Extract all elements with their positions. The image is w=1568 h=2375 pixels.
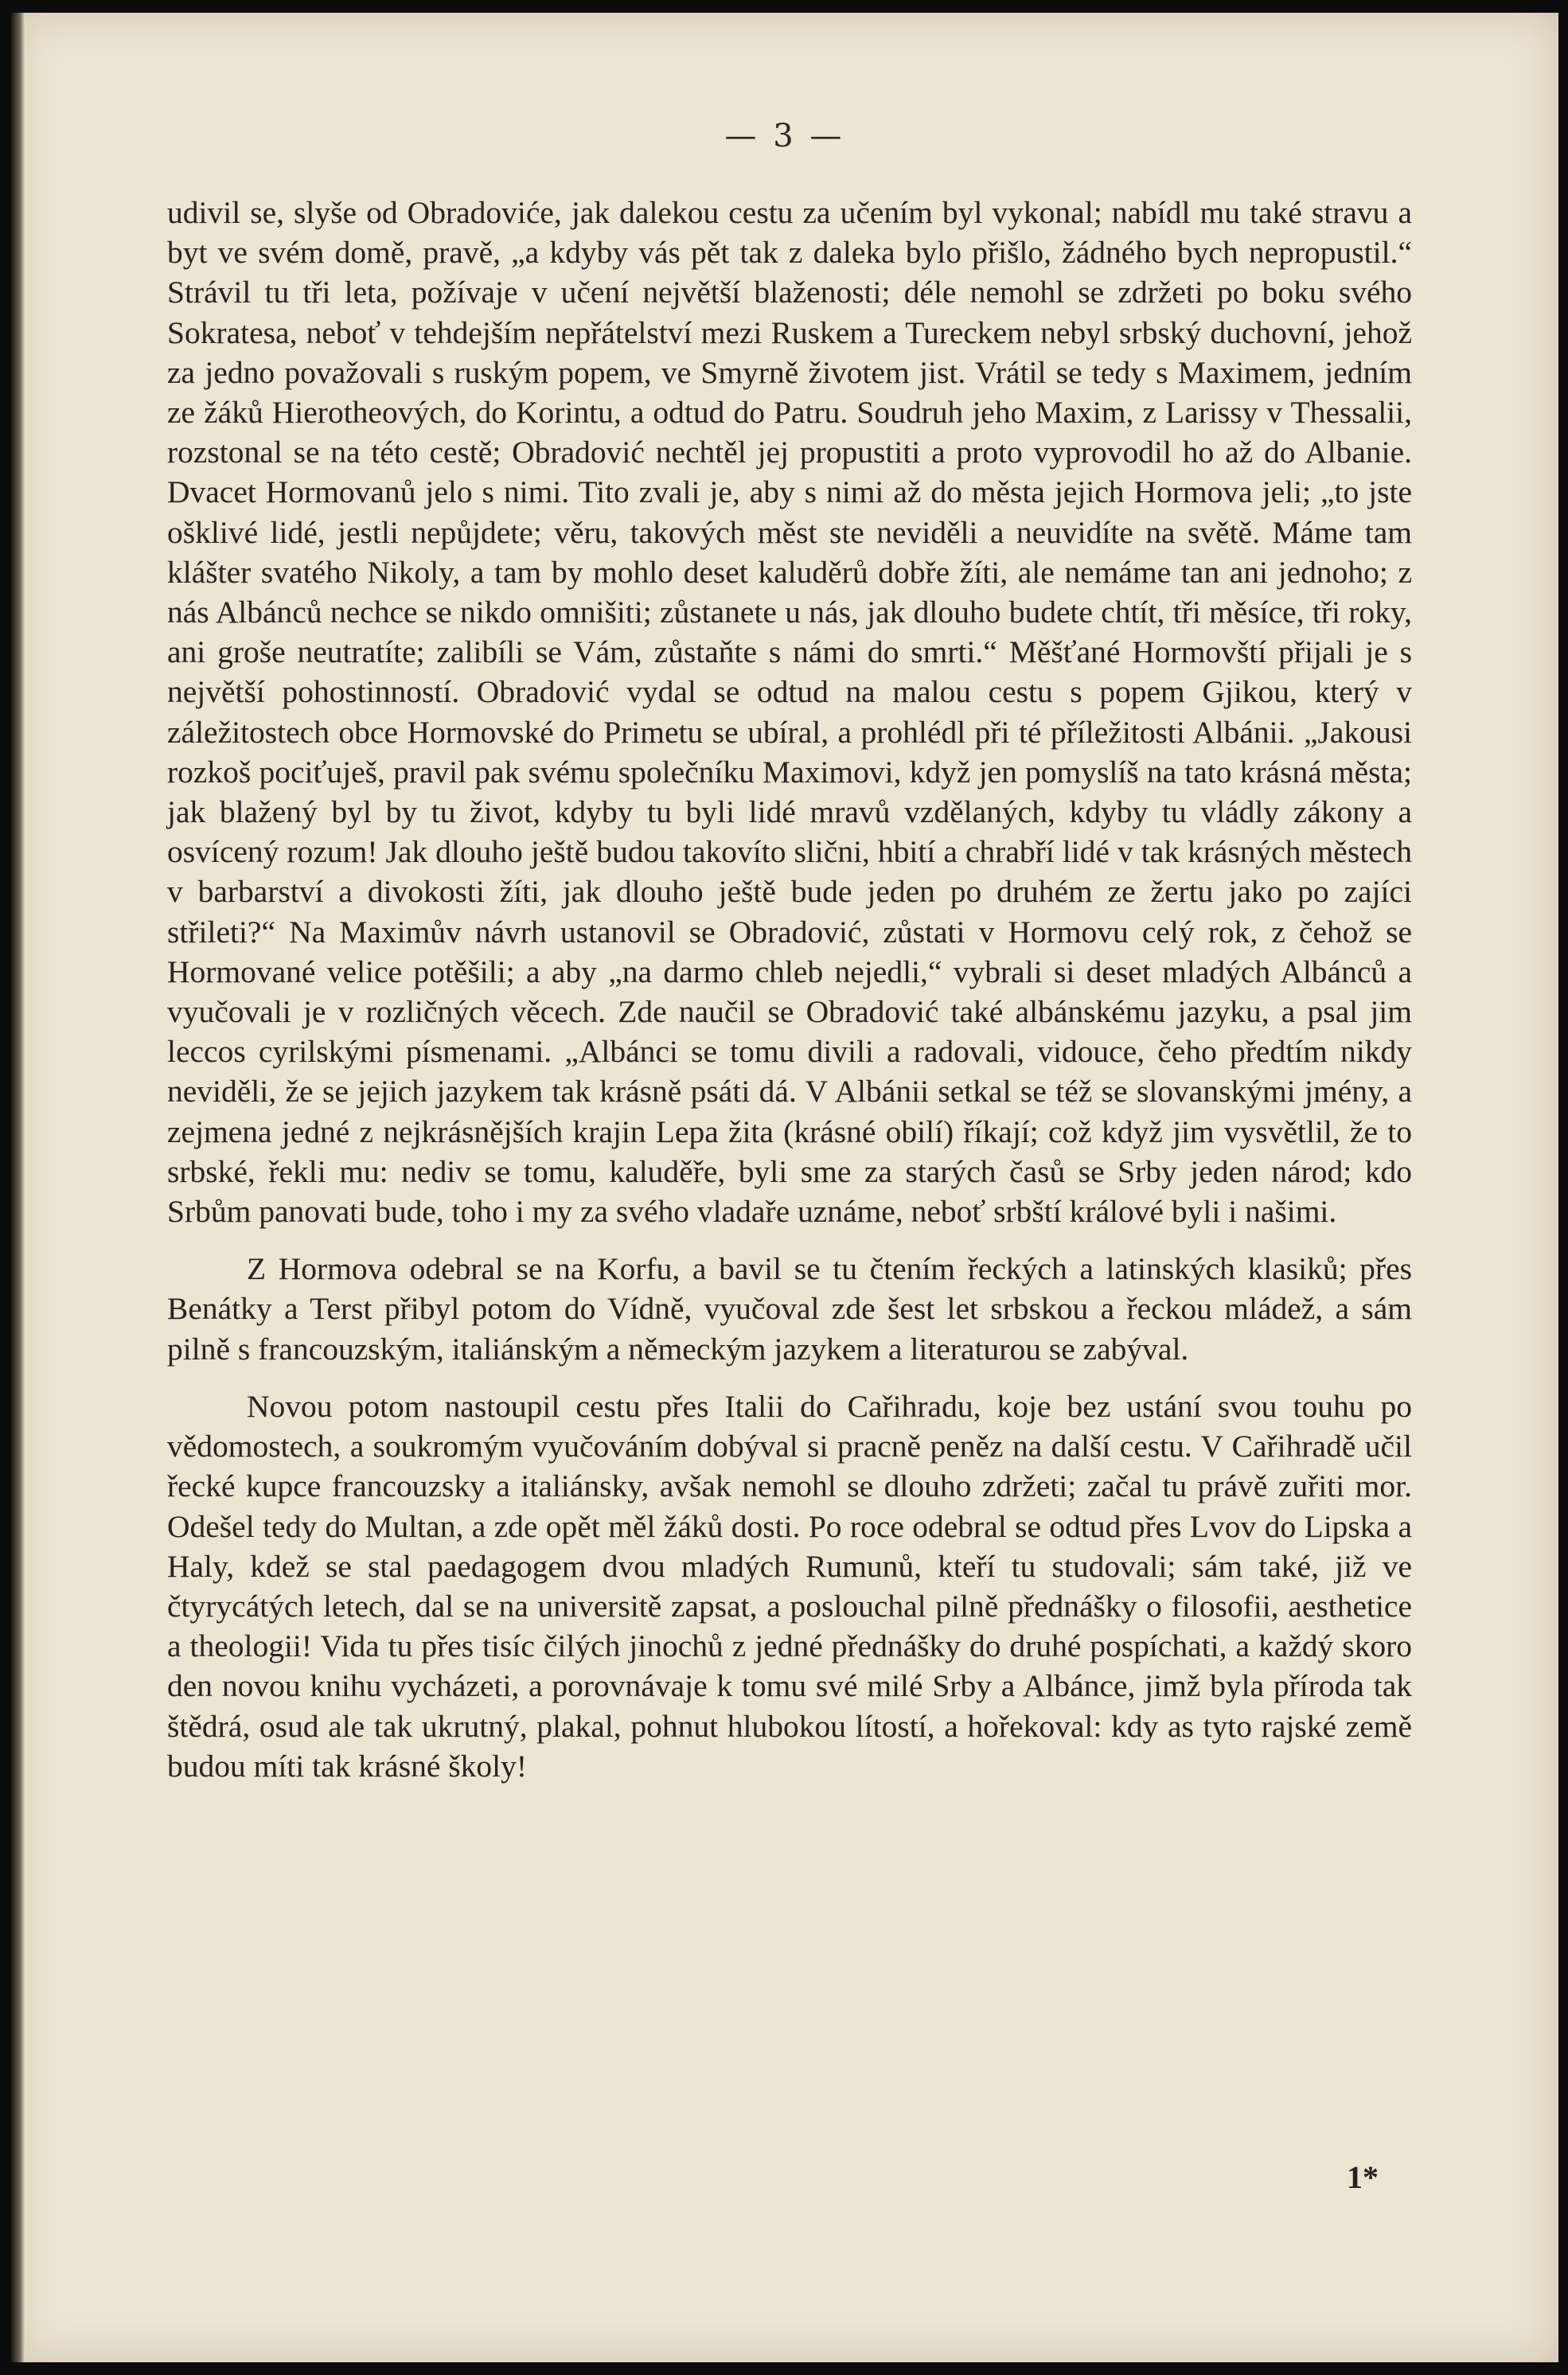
book-page: [11, 13, 1558, 2362]
body-text: [167, 193, 1412, 1786]
paragraph-hormova-korfu: Z Hormova odebral se na Korfu, a bavil se tu čtením řeckých a latinských klasiků; přes Benátky a Terst přibyl potom do Vídně, vyučoval zde šest let srbskou a řeckou mládež, a sám pilně s francouzským, italiánským a německým jazykem a literaturou se zabýval.: [167, 1251, 1412, 1367]
page-spine-edge: [11, 13, 25, 2362]
printer-signature-mark: 1*: [1347, 2159, 1379, 2195]
paragraph-carihrad-journey: Novou potom nastoupil cestu přes Italii do Cařihradu, koje bez ustání svou touhu po vědomostech, a soukromým vyučováním dobýval si pracně peněz na další cestu. V Cařihradě učil řecké kupce francouzsky a italiánsky, avšak nemohl se dlouho zdržeti; začal tu právě zuřiti mor. Odešel tedy do Multan, a zde opět měl žáků dosti. Po roce odebral se odtud přes Lvov do Lipska a Haly, kdež se stal paedagogem dvou mladých Rumunů, kteří tu studovali; sám také, již ve čtyrycátých letech, dal se na universitě zapsat, a poslouchal pilně přednášky o filosofii, aesthetice a theologii! Vida tu přes tisíc čilých jinochů z jedné přednášky do druhé pospíchati, a každý skoro den novou knihu vycházeti, a porovnávaje k tomu své milé Srby a Albánce, jimž byla příroda tak štědrá, osud ale tak ukrutný, plakal, pohnut hlubokou lítostí, a hořekoval: kdy as tyto rajské země budou míti tak krásné školy!: [167, 1388, 1412, 1784]
page-number: — 3 —: [724, 118, 845, 154]
paragraph-continuation: udivil se, slyše od Obradoviće, jak dalekou cestu za učením byl vykonal; nabídl mu také stravu a byt ve svém domě, pravě, „a kdyby vás pět tak z daleka bylo přišlo, žádného bych nepropustil.“ Strávil tu tři leta, požívaje v učení největší blaženosti; déle nemohl se zdržeti po boku svého Sokratesa, neboť v tehdejším nepřátelství mezi Ruskem a Tureckem nebyl srbský duchovní, jehož za jedno považovali s ruským popem, ve Smyrně životem jist. Vrátil se tedy s Maximem, jedním ze žáků Hierotheových, do Korintu, a odtud do Patru. Soudruh jeho Maxim, z Larissy v Thessalii, rozstonal se na této cestě; Obradović nechtěl jej propustiti a proto vyprovodil ho až do Albanie. Dvacet Hormovanů jelo s nimi. Tito zvali je, aby s nimi až do města jejich Hormova jeli; „to jste ošklivé lidé, jestli nepůjdete; věru, takových měst ste neviděli a neuvidíte na světě. Máme tam klášter svatého Nikoly, a tam by mohlo deset kaluděrů dobře žíti, ale nemáme tan ani jednoho; z nás Albánců nechce se nikdo omnišiti; zůstanete u nás, jak dlouho budete chtít, tři měsíce, tři roky, ani groše neutratíte; zalibíli se Vám, zůstaňte s námi do smrti.“ Měšťané Hormovští přijali je s největší pohostinností. Obradović vydal se odtud na malou cestu s popem Gjikou, který v záležitostech obce Hormovské do Primetu se ubíral, a prohlédl při té příležitosti Albánii. „Jakousi rozkoš pociťuješ, pravil pak svému společníku Maximovi, když jen pomyslíš na tato krásná města; jak blažený byl by tu život, kdyby tu byli lidé mravů vzdělaných, kdyby tu vládly zákony a osvícený rozum! Jak dlouho ještě budou takovíto slični, hbití a chrabří lidé v tak krásných městech v barbarství a divokosti žíti, jak dlouho ještě bude jeden po druhém ze žertu jako po zajíci střileti?“ Na Maximův návrh ustanovil se Obradović, zůstati v Hormovu celý rok, z čehož se Hormované velice potěšili; a aby „na darmo chleb nejedli,“ vybrali si deset mladých Albánců a vyučovali je v rozličných věcech. Zde naučil se Obradović také albánskému jazyku, a psal jim leccos cyrilskými písmenami. „Albánci se tomu divili a radovali, vidouce, čeho předtím nikdy neviděli, že se jejich jazykem tak krásně psáti dá. V Albánii setkal se též se slovanskými jmény, a zejmena jedné z nejkrásnějších krajin Lepa žita (krásné obilí) říkají; což když jim vysvětlil, že to srbské, řekli mu: nediv se tomu, kaluděře, byli sme za starých časů se Srby jeden národ; kdo Srbům panovati bude, toho i my za svého vladaře uznáme, neboť srbští králové byli i našimi.: [167, 195, 1412, 1230]
